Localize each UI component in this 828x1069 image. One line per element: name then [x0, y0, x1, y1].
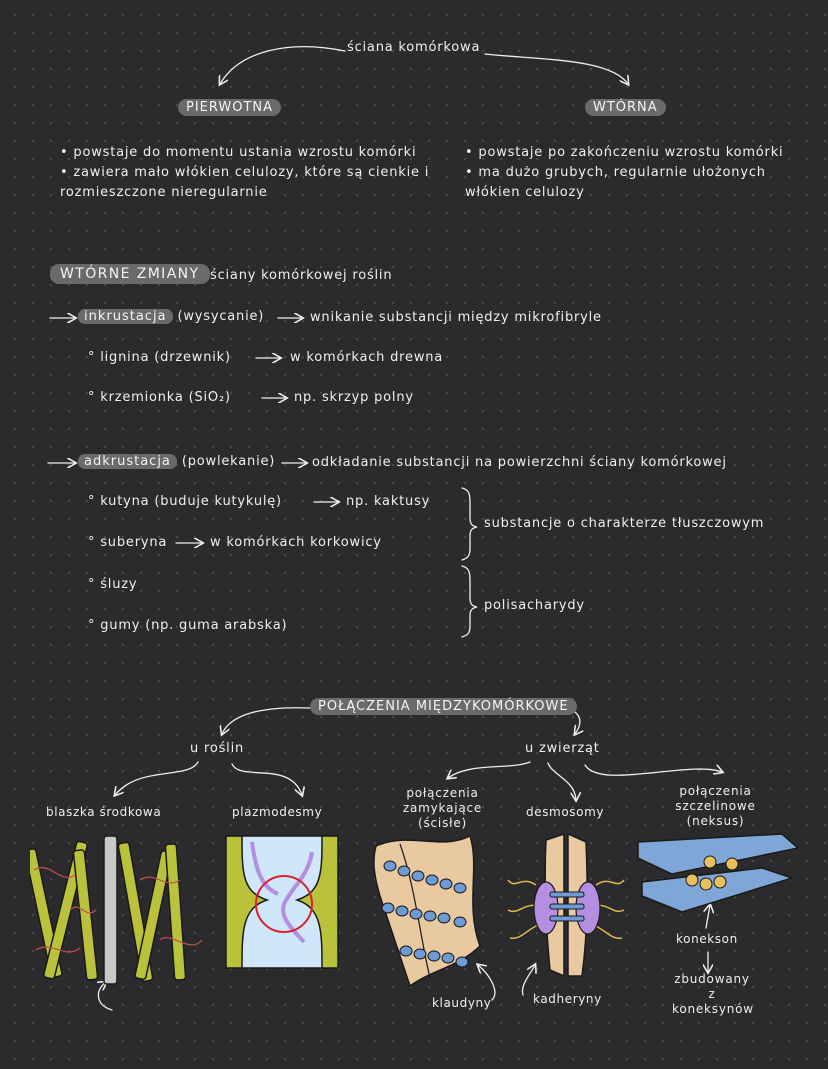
claudin-label: klaudyny: [432, 996, 492, 1010]
plasmodesmata-illustration: [222, 832, 342, 972]
inkrustacja-item-1: ° lignina (drzewnik): [88, 350, 231, 365]
tight-junction-label: połączenia zamykające (ścisłe): [402, 786, 483, 830]
adkrustacja-item-2: ° suberyna: [88, 535, 168, 550]
plants-label: u roślin: [190, 741, 245, 756]
junctions-title: POŁĄCZENIA MIĘDZYKOMÓRKOWE: [310, 698, 577, 715]
inkrustacja-item-1-desc: w komórkach drewna: [290, 350, 444, 365]
secondary-bullet-1: • powstaje po zakończeniu wzrostu komórki: [465, 145, 784, 160]
adkrustacja-label: adkrustacja: [78, 454, 177, 469]
secondary-wall-label: WTÓRNA: [585, 99, 666, 116]
adkrustacja-desc: odkładanie substancji na powierzchni ściany komórkowej: [312, 455, 727, 470]
adkrustacja-line: [78, 454, 275, 469]
animals-label: u zwierząt: [525, 741, 600, 756]
inkrustacja-desc: wnikanie substancji między mikrofibryle: [310, 310, 602, 325]
primary-wall-label: PIERWOTNA: [178, 99, 281, 116]
adkrustacja-item-1-desc: np. kaktusy: [346, 494, 431, 509]
cadherin-label: kadheryny: [533, 992, 602, 1006]
changes-title: WTÓRNE ZMIANY: [50, 264, 210, 284]
inkrustacja-line: [78, 309, 264, 324]
desmosome-label: desmosomy: [526, 805, 605, 819]
group-polysaccharides: polisacharydy: [484, 598, 585, 613]
primary-bullet-2: • zawiera mało włókien celulozy, które są cienkie i rozmieszczone nieregularnie: [60, 165, 430, 200]
inkrustacja-item-2-desc: np. skrzyp polny: [294, 390, 414, 405]
middle-lamella-label: blaszka środkowa: [46, 805, 162, 819]
group-fatty: substancje o charakterze tłuszczowym: [484, 516, 765, 531]
connexin-label: zbudowany z koneksynów: [672, 972, 754, 1016]
inkrustacja-item-2: ° krzemionka (SiO₂): [88, 390, 231, 405]
secondary-bullet-2: • ma dużo grubych, regularnie ułożonych włókien celulozy: [465, 165, 766, 200]
plasmodesmata-label: plazmodesmy: [232, 805, 323, 819]
gap-junction-label: połączenia szczelinowe (neksus): [675, 784, 756, 828]
tight-junction-illustration: [370, 826, 488, 990]
adkrustacja-item-3: ° śluzy: [88, 577, 138, 592]
adkrustacja-paren: (powlekanie): [181, 454, 276, 469]
primary-bullet-1: • powstaje do momentu ustania wzrostu komórki: [60, 145, 417, 160]
wall-title: ściana komórkowa: [347, 40, 481, 55]
inkrustacja-paren: (wysycanie): [177, 309, 265, 324]
desmosome-illustration: [506, 830, 626, 980]
adkrustacja-item-1: ° kutyna (buduje kutykulę): [88, 494, 282, 509]
primary-bullets: [60, 143, 440, 203]
changes-subtitle: ściany komórkowej roślin: [210, 268, 393, 283]
secondary-bullets: [465, 143, 805, 203]
adkrustacja-item-2-desc: w komórkach korkowicy: [210, 535, 382, 550]
gap-junction-illustration: [632, 832, 802, 918]
adkrustacja-item-4: ° gumy (np. guma arabska): [88, 618, 288, 633]
connexon-label: konekson: [676, 932, 738, 946]
inkrustacja-label: inkrustacja: [78, 309, 173, 324]
middle-lamella-illustration: [30, 830, 210, 990]
